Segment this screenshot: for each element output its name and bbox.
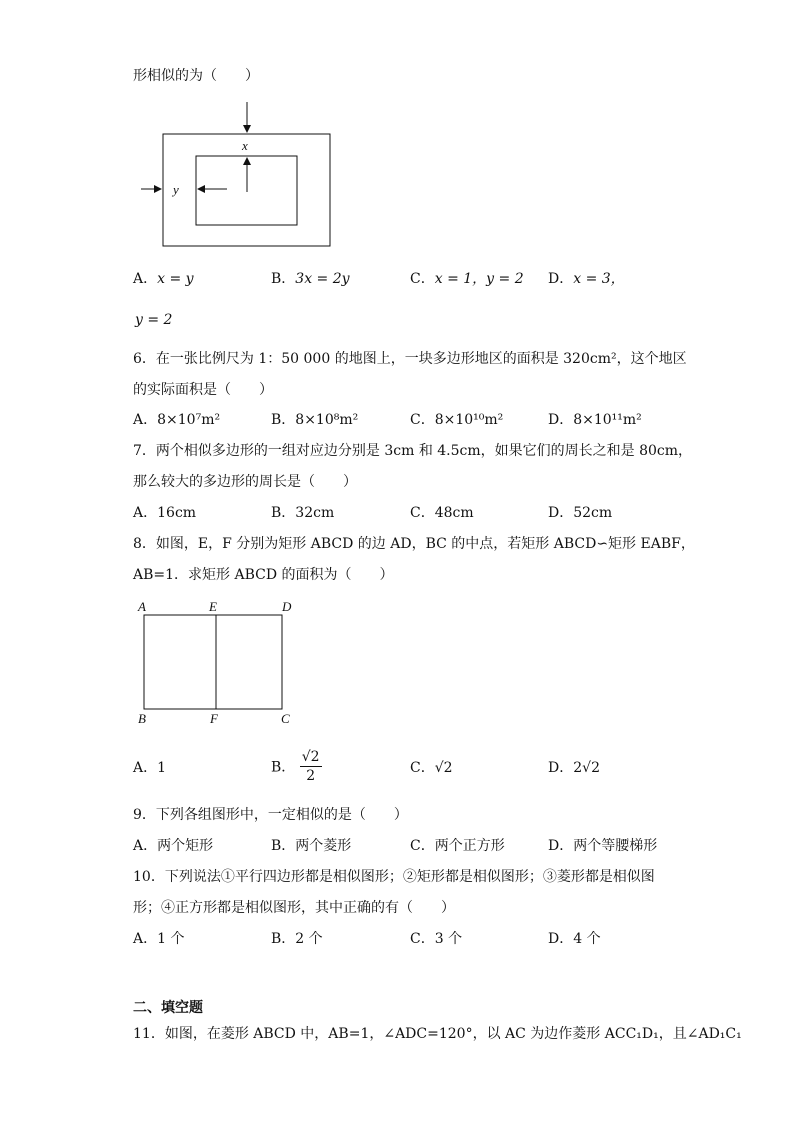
label-a: A bbox=[138, 599, 146, 614]
q8-figure bbox=[130, 597, 300, 729]
q5-option-a: A．x = y bbox=[133, 271, 194, 287]
q9-option-a: A．两个矩形 bbox=[133, 838, 214, 854]
q10-option-c: C．3 个 bbox=[410, 931, 463, 947]
q5-figure bbox=[135, 100, 340, 252]
q6-option-b: B．8×10⁸m² bbox=[271, 412, 359, 428]
q10-line1: 10．下列说法①平行四边形都是相似图形；②矩形都是相似图形；③菱形都是相似图 bbox=[133, 869, 655, 885]
q7-option-a: A．16cm bbox=[133, 505, 197, 521]
q6-line2: 的实际面积是（ ） bbox=[133, 382, 273, 398]
fraction-sqrt2-over-2: $\frac{√2}{2}$ bbox=[301, 749, 320, 784]
q5-option-c: C．x = 1，y = 2 bbox=[410, 271, 524, 287]
label-b: B bbox=[138, 711, 146, 726]
label-c: C bbox=[281, 711, 290, 726]
q11-line1: 11．如图，在菱形 ABCD 中，AB=1，∠ADC=120°，以 AC 为边作菱形 ACC₁D₁，且∠AD₁C₁ bbox=[133, 1026, 742, 1042]
q7-line1: 7．两个相似多边形的一组对应边分别是 3cm 和 4.5cm，如果它们的周长之和是 80cm， bbox=[133, 443, 693, 459]
label-d: D bbox=[282, 599, 292, 614]
q8-line2: AB=1．求矩形 ABCD 的面积为（ ） bbox=[133, 567, 394, 583]
q10-line2: 形；④正方形都是相似图形，其中正确的有（ ） bbox=[133, 900, 455, 916]
q10-option-a: A．1 个 bbox=[133, 931, 185, 947]
q8-option-a: A．1 bbox=[133, 760, 167, 776]
q7-line2: 那么较大的多边形的周长是（ ） bbox=[133, 474, 357, 490]
q5-option-d: D．x = 3， bbox=[548, 271, 625, 287]
rectangle-abcd bbox=[144, 615, 282, 709]
q10-option-d: D．4 个 bbox=[548, 931, 601, 947]
q6-option-c: C．8×10¹⁰m² bbox=[410, 412, 504, 428]
q8-option-c: C．√2 bbox=[410, 760, 453, 776]
q8-option-d: D．2√2 bbox=[548, 760, 600, 776]
q8-line1: 8．如图，E，F 分别为矩形 ABCD 的边 AD，BC 的中点，若矩形 ABCD∽矩形 EABF， bbox=[133, 536, 695, 552]
q9-option-d: D．两个等腰梯形 bbox=[548, 838, 658, 854]
q7-option-c: C．48cm bbox=[410, 505, 474, 521]
q7-option-d: D．52cm bbox=[548, 505, 613, 521]
q9-option-c: C．两个正方形 bbox=[410, 838, 505, 854]
q10-option-b: B．2 个 bbox=[271, 931, 323, 947]
label-x: x bbox=[242, 138, 248, 153]
q5-stem: 形相似的为（ ） bbox=[133, 68, 259, 84]
section-title-fill-in: 二、填空题 bbox=[133, 1000, 203, 1016]
q5-option-b: B．3x = 2y bbox=[271, 271, 350, 287]
q8-option-b: B． $\frac{√2}{2}$ bbox=[271, 749, 320, 784]
q6-option-a: A．8×10⁷m² bbox=[133, 412, 221, 428]
q9-line1: 9．下列各组图形中，一定相似的是（ ） bbox=[133, 807, 408, 823]
q9-option-b: B．两个菱形 bbox=[271, 838, 352, 854]
label-f: F bbox=[210, 711, 218, 726]
q7-option-b: B．32cm bbox=[271, 505, 335, 521]
q5-option-d-cont: y = 2 bbox=[135, 312, 173, 328]
label-e: E bbox=[209, 599, 217, 614]
q6-line1: 6．在一张比例尺为 1：50 000 的地图上，一块多边形地区的面积是 320cm²，这个地区 bbox=[133, 351, 687, 367]
label-y: y bbox=[173, 182, 179, 197]
q6-option-d: D．8×10¹¹m² bbox=[548, 412, 642, 428]
